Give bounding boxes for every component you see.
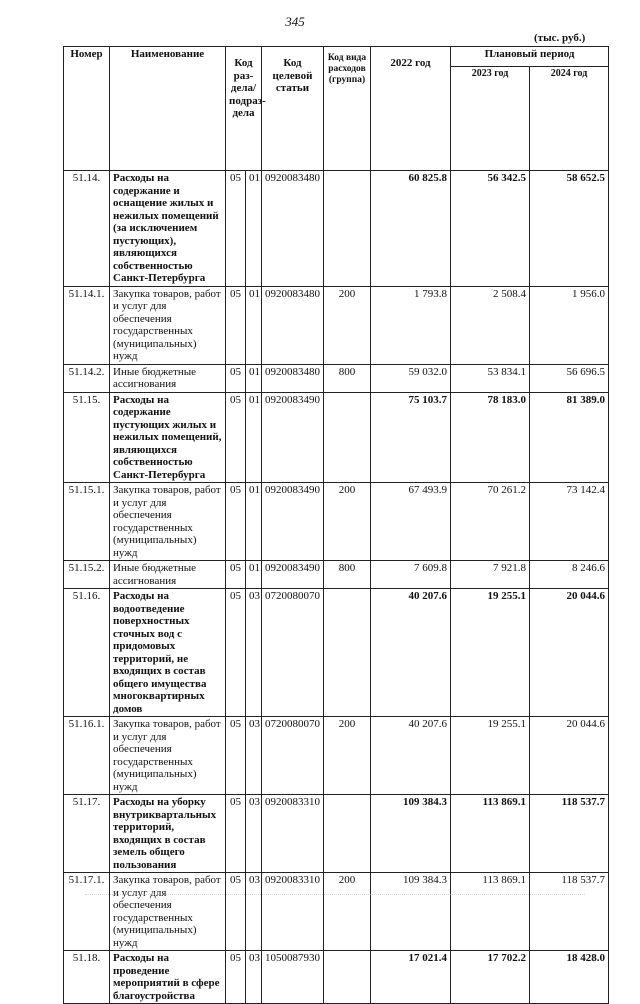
row-subsection: 03 xyxy=(246,717,262,795)
row-value-2022: 1 793.8 xyxy=(371,286,451,364)
header-target-code: Код целевой статьи xyxy=(262,47,324,171)
row-value-2022: 59 032.0 xyxy=(371,364,451,392)
header-planned-period: Плановый период xyxy=(451,47,609,67)
table-row xyxy=(64,951,609,1004)
row-target-code: 0920083490 xyxy=(262,483,324,561)
row-subsection: 03 xyxy=(246,589,262,717)
row-expense-type xyxy=(324,392,371,483)
row-section: 05 xyxy=(226,483,246,561)
row-name: Расходы на уборку внутриквартальных территорий, входящих в состав земель общего пользования xyxy=(110,795,226,873)
row-value-2023: 19 255.1 xyxy=(451,717,530,795)
row-target-code: 0920083310 xyxy=(262,795,324,873)
row-value-2022: 109 384.3 xyxy=(371,873,451,951)
row-section: 05 xyxy=(226,589,246,717)
row-number: 51.14.2. xyxy=(64,364,110,392)
row-section: 05 xyxy=(226,364,246,392)
row-value-2024: 8 246.6 xyxy=(530,561,609,589)
row-value-2023: 2 508.4 xyxy=(451,286,530,364)
table-row xyxy=(64,171,609,287)
table-row xyxy=(64,392,609,483)
row-subsection: 03 xyxy=(246,873,262,951)
row-name: Закупка товаров, работ и услуг для обеспечения государственных (муниципальных) нужд xyxy=(110,873,226,951)
row-section: 05 xyxy=(226,561,246,589)
header-number: Номер xyxy=(64,47,110,171)
row-subsection: 03 xyxy=(246,795,262,873)
row-value-2023: 78 183.0 xyxy=(451,392,530,483)
row-expense-type: 200 xyxy=(324,483,371,561)
row-name: Закупка товаров, работ и услуг для обеспечения государственных (муниципальных) нужд xyxy=(110,717,226,795)
row-name: Расходы на содержание и оснащение жилых и нежилых помещений (за исключением пустующих), являющихся собственностью Санкт-Петербурга xyxy=(110,171,226,287)
row-number: 51.14. xyxy=(64,171,110,287)
row-value-2023: 70 261.2 xyxy=(451,483,530,561)
row-value-2024: 1 956.0 xyxy=(530,286,609,364)
row-name: Расходы на проведение мероприятий в сфере благоустройства xyxy=(110,951,226,1004)
units-label: (тыс. руб.) xyxy=(534,32,586,44)
row-name: Иные бюджетные ассигнования xyxy=(110,561,226,589)
row-value-2024: 18 428.0 xyxy=(530,951,609,1004)
row-value-2023: 17 702.2 xyxy=(451,951,530,1004)
row-value-2022: 67 493.9 xyxy=(371,483,451,561)
row-number: 51.17. xyxy=(64,795,110,873)
row-section: 05 xyxy=(226,717,246,795)
row-number: 51.16. xyxy=(64,589,110,717)
row-value-2022: 40 207.6 xyxy=(371,717,451,795)
row-expense-type: 200 xyxy=(324,286,371,364)
row-target-code: 0920083490 xyxy=(262,561,324,589)
row-expense-type: 200 xyxy=(324,873,371,951)
budget-table xyxy=(63,46,609,1004)
table-row xyxy=(64,717,609,795)
row-section: 05 xyxy=(226,951,246,1004)
row-target-code: 0920083480 xyxy=(262,286,324,364)
row-number: 51.17.1. xyxy=(64,873,110,951)
row-subsection: 01 xyxy=(246,561,262,589)
row-subsection: 01 xyxy=(246,392,262,483)
row-value-2024: 118 537.7 xyxy=(530,795,609,873)
row-value-2023: 56 342.5 xyxy=(451,171,530,287)
table-row xyxy=(64,561,609,589)
row-value-2022: 7 609.8 xyxy=(371,561,451,589)
header-name: Наименование xyxy=(110,47,226,171)
row-value-2022: 60 825.8 xyxy=(371,171,451,287)
row-number: 51.16.1. xyxy=(64,717,110,795)
row-value-2024: 20 044.6 xyxy=(530,717,609,795)
row-expense-type xyxy=(324,171,371,287)
row-expense-type: 200 xyxy=(324,717,371,795)
row-section: 05 xyxy=(226,795,246,873)
row-name: Закупка товаров, работ и услуг для обеспечения государственных (муниципальных) нужд xyxy=(110,286,226,364)
row-value-2023: 53 834.1 xyxy=(451,364,530,392)
row-expense-type xyxy=(324,951,371,1004)
row-expense-type xyxy=(324,795,371,873)
row-name: Расходы на водоотведение поверхностных сточных вод с придомовых территорий, не входящих в состав общего имущества многоквартирных домов xyxy=(110,589,226,717)
row-value-2024: 81 389.0 xyxy=(530,392,609,483)
table-row xyxy=(64,364,609,392)
table-row xyxy=(64,483,609,561)
row-expense-type: 800 xyxy=(324,364,371,392)
row-target-code: 0720080070 xyxy=(262,589,324,717)
row-value-2024: 58 652.5 xyxy=(530,171,609,287)
row-expense-type xyxy=(324,589,371,717)
row-value-2023: 113 869.1 xyxy=(451,873,530,951)
row-value-2022: 17 021.4 xyxy=(371,951,451,1004)
row-subsection: 01 xyxy=(246,483,262,561)
row-section: 05 xyxy=(226,873,246,951)
row-number: 51.18. xyxy=(64,951,110,1004)
row-section: 05 xyxy=(226,171,246,287)
row-subsection: 01 xyxy=(246,364,262,392)
row-number: 51.15. xyxy=(64,392,110,483)
table-row xyxy=(64,286,609,364)
header-expense-type: Код вида расходов (группа) xyxy=(324,47,371,171)
header-section-code: Код раз-дела/ подраз-дела xyxy=(226,47,262,171)
row-value-2024: 118 537.7 xyxy=(530,873,609,951)
row-section: 05 xyxy=(226,392,246,483)
row-target-code: 0920083480 xyxy=(262,171,324,287)
row-name: Расходы на содержание пустующих жилых и нежилых помещений, являющихся собственностью Санкт-Петербурга xyxy=(110,392,226,483)
table-row xyxy=(64,589,609,717)
row-value-2023: 19 255.1 xyxy=(451,589,530,717)
table-row xyxy=(64,795,609,873)
row-section: 05 xyxy=(226,286,246,364)
row-name: Иные бюджетные ассигнования xyxy=(110,364,226,392)
row-value-2022: 109 384.3 xyxy=(371,795,451,873)
row-subsection: 03 xyxy=(246,951,262,1004)
row-subsection: 01 xyxy=(246,171,262,287)
table-row xyxy=(64,873,609,951)
row-value-2023: 7 921.8 xyxy=(451,561,530,589)
row-target-code: 0720080070 xyxy=(262,717,324,795)
row-value-2024: 20 044.6 xyxy=(530,589,609,717)
row-target-code: 1050087930 xyxy=(262,951,324,1004)
row-value-2022: 40 207.6 xyxy=(371,589,451,717)
page-number: 345 xyxy=(285,14,305,29)
row-value-2023: 113 869.1 xyxy=(451,795,530,873)
row-target-code: 0920083480 xyxy=(262,364,324,392)
header-year-2022: 2022 год xyxy=(371,47,451,171)
page-footer-line xyxy=(85,894,585,901)
row-expense-type: 800 xyxy=(324,561,371,589)
header-year-2023: 2023 год xyxy=(451,67,530,171)
row-value-2024: 56 696.5 xyxy=(530,364,609,392)
row-number: 51.15.1. xyxy=(64,483,110,561)
row-target-code: 0920083310 xyxy=(262,873,324,951)
row-number: 51.14.1. xyxy=(64,286,110,364)
row-subsection: 01 xyxy=(246,286,262,364)
row-value-2022: 75 103.7 xyxy=(371,392,451,483)
row-number: 51.15.2. xyxy=(64,561,110,589)
row-value-2024: 73 142.4 xyxy=(530,483,609,561)
row-name: Закупка товаров, работ и услуг для обеспечения государственных (муниципальных) нужд xyxy=(110,483,226,561)
header-year-2024: 2024 год xyxy=(530,67,609,171)
row-target-code: 0920083490 xyxy=(262,392,324,483)
